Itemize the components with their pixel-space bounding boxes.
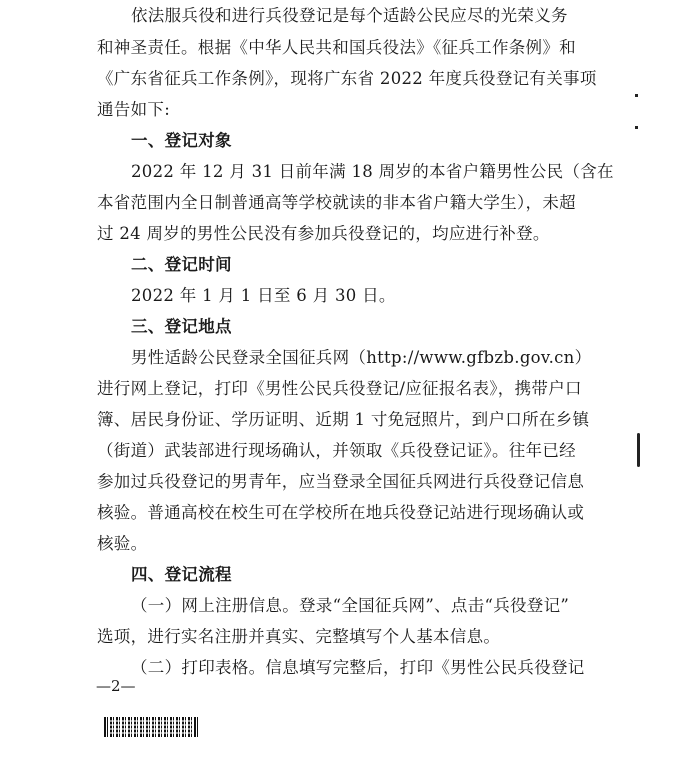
paragraph-process-line-2: 选项，进行实名注册并真实、完整填写个人基本信息。	[97, 627, 501, 646]
section-heading-registration-place: 三、登记地点	[131, 317, 232, 336]
section-heading-registration-process: 四、登记流程	[131, 565, 232, 584]
paragraph-target-line-1: 2022 年 12 月 31 日前年满 18 周岁的本省户籍男性公民（含在	[131, 162, 614, 181]
paragraph-place-line-7: 核验。	[97, 534, 148, 553]
scan-mark	[637, 433, 640, 467]
paragraph-place-line-4: （街道）武装部进行现场确认，并领取《兵役登记证》。往年已经	[97, 441, 576, 460]
scan-speck	[635, 126, 638, 129]
paragraph-intro-line-2: 和神圣责任。根据《中华人民共和国兵役法》《征兵工作条例》和	[97, 38, 576, 57]
paragraph-target-line-3: 过 24 周岁的男性公民没有参加兵役登记的，均应进行补登。	[97, 224, 550, 243]
paragraph-intro-line-3: 《广东省征兵工作条例》，现将广东省 2022 年度兵役登记有关事项	[97, 69, 597, 88]
page-number: —2—	[96, 677, 136, 695]
section-heading-registration-target: 一、登记对象	[131, 131, 232, 150]
paragraph-place-line-1: 男性适龄公民登录全国征兵网（http://www.gfbzb.gov.cn）	[131, 348, 592, 367]
paragraph-process-line-3: （二）打印表格。信息填写完整后，打印《男性公民兵役登记	[131, 658, 585, 677]
paragraph-intro-line-4: 通告如下:	[97, 100, 171, 119]
paragraph-place-line-5: 参加过兵役登记的男青年，应当登录全国征兵网进行兵役登记信息	[97, 472, 585, 491]
section-heading-registration-time: 二、登记时间	[131, 255, 232, 274]
scan-speck	[635, 94, 638, 97]
paragraph-place-line-6: 核验。普通高校在校生可在学校所在地兵役登记站进行现场确认或	[97, 503, 585, 522]
paragraph-intro-line-1: 依法服兵役和进行兵役登记是每个适龄公民应尽的光荣义务	[131, 6, 568, 25]
paragraph-process-line-1: （一）网上注册信息。登录“全国征兵网”、点击“兵役登记”	[131, 596, 570, 615]
paragraph-time-line-1: 2022 年 1 月 1 日至 6 月 30 日。	[131, 286, 396, 305]
barcode-icon	[104, 717, 198, 737]
paragraph-target-line-2: 本省范围内全日制普通高等学校就读的非本省户籍大学生），未超	[97, 193, 576, 212]
paragraph-place-line-3: 簿、居民身份证、学历证明、近期 1 寸免冠照片，到户口所在乡镇	[97, 410, 590, 429]
paragraph-place-line-2: 进行网上登记，打印《男性公民兵役登记/应征报名表》，携带户口	[97, 379, 582, 398]
